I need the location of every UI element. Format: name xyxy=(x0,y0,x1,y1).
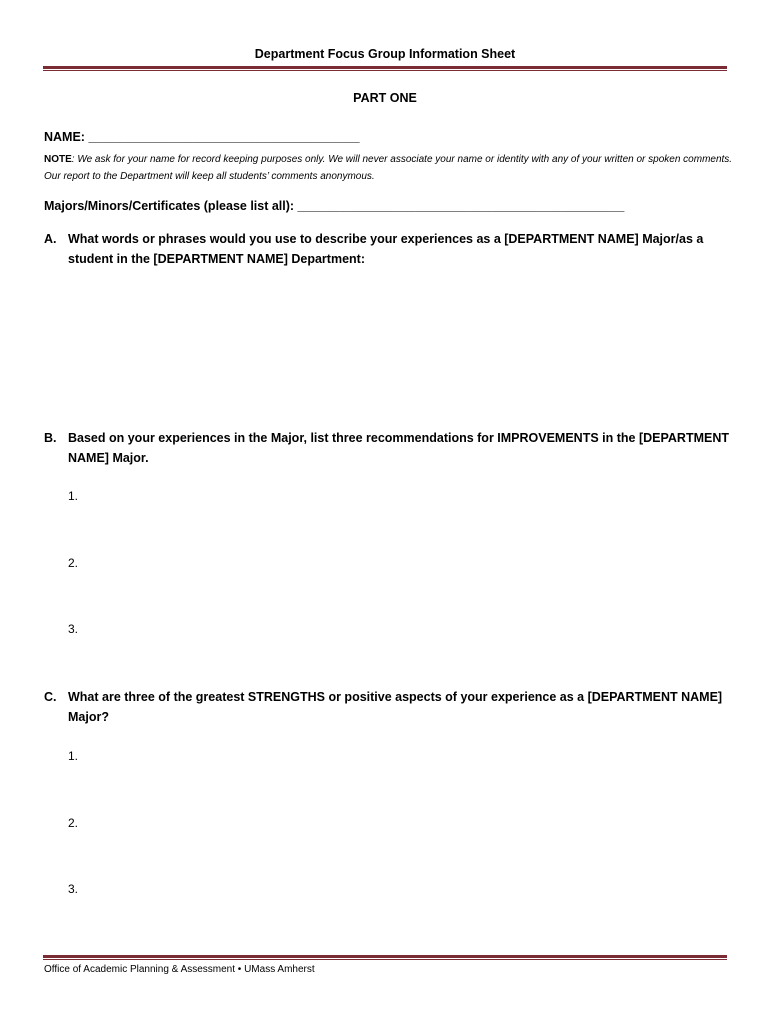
question-c-text: What are three of the greatest STRENGTHS or positive aspects of your experience as a [DEPARTMENT NAME] Major? xyxy=(68,690,723,724)
footer-text: Office of Academic Planning & Assessment • UMass Amherst xyxy=(44,964,315,975)
question-b-item-3: 3. xyxy=(68,622,79,636)
note-paragraph xyxy=(44,151,734,185)
part-title: PART ONE xyxy=(353,91,417,105)
question-b xyxy=(44,428,734,468)
note-text: : We ask for your name for record keeping purposes only. We will never associate your name or identity with any of your written or spoken comments. Our report to the Department will keep all students’ comments anonymous. xyxy=(44,154,733,182)
question-b-letter: B. xyxy=(44,431,57,445)
majors-field-line: Majors/Minors/Certificates (please list all): _______________________________________________ xyxy=(44,199,625,213)
note-label: NOTE xyxy=(44,154,72,165)
header-rule xyxy=(43,66,727,71)
question-b-item-2: 2. xyxy=(68,556,79,570)
question-c-item-3: 3. xyxy=(68,882,79,896)
question-b-text: Based on your experiences in the Major, list three recommendations for IMPROVEMENTS in the [DEPARTMENT NAME] Major. xyxy=(68,431,729,465)
question-a-text: What words or phrases would you use to describe your experiences as a [DEPARTMENT NAME] Major/as a student in the [DEPARTMENT NAME] Department: xyxy=(68,232,704,266)
name-field-line: NAME: _______________________________________ xyxy=(44,130,360,144)
question-a-letter: A. xyxy=(44,232,57,246)
question-c xyxy=(44,687,734,727)
question-c-item-1: 1. xyxy=(68,749,79,763)
question-a xyxy=(44,229,734,269)
question-c-item-2: 2. xyxy=(68,816,79,830)
question-c-letter: C. xyxy=(44,690,57,704)
footer-rule xyxy=(43,955,727,960)
document-title: Department Focus Group Information Sheet xyxy=(254,47,516,61)
question-b-item-1: 1. xyxy=(68,489,79,503)
